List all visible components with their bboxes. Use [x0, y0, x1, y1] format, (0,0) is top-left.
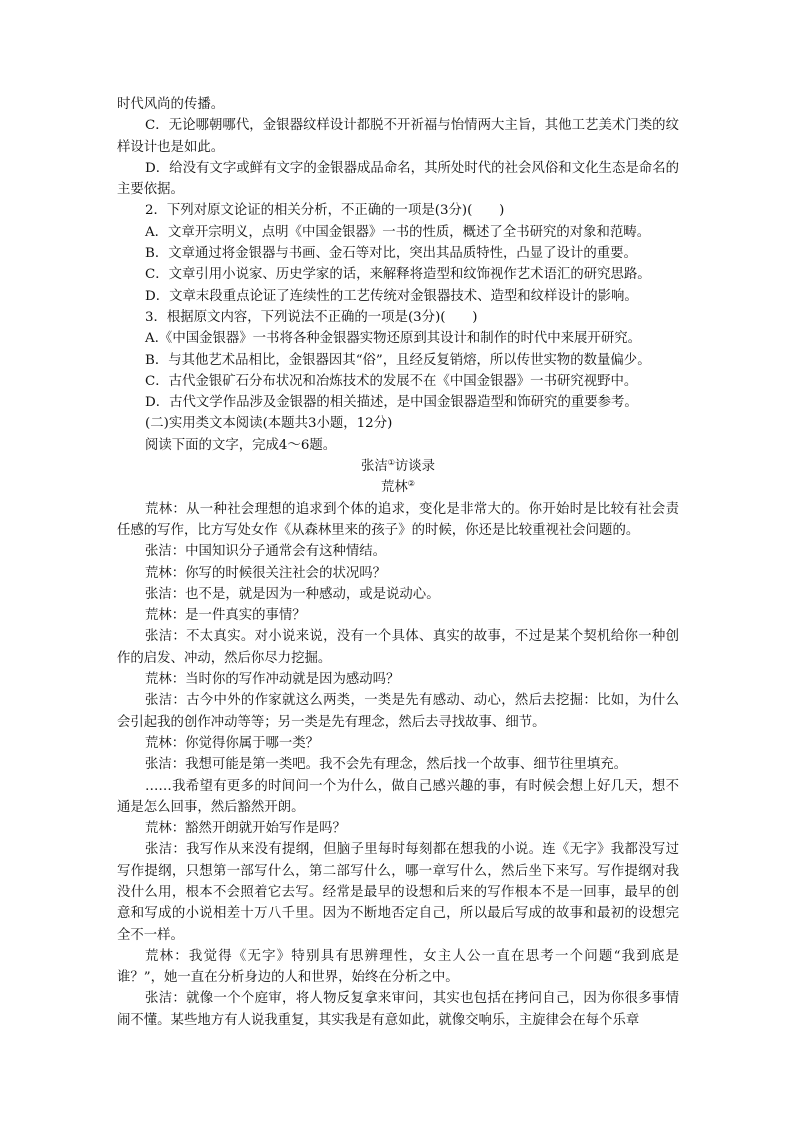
- dialogue-line: 张洁：中国知识分子通常会有这种情结。: [145, 544, 387, 560]
- dialogue-line: 荒林：从一种社会理想的追求到个体的追求，变化是非常大的。你开始时是比较有社会责任感的写作，比方写处女作《从森林里来的孩子》的时候，你还是比较重视社会问题的。: [117, 501, 679, 538]
- dialogue-line: 张洁：不太真实。对小说来说，没有一个具体、真实的故事，不过是某个契机给你一种创作的启发、冲动，然后你尽力挖掘。: [117, 629, 679, 666]
- dialogue-line: 荒林：豁然开朗就开始写作是吗？: [145, 821, 346, 837]
- article-author: [117, 477, 679, 498]
- option-c: C．无论哪朝哪代，金银器纹样设计都脱不开祈福与怡情两大主旨，其他工艺美术门类的纹样设计也是如此。: [117, 118, 679, 155]
- dialogue-line: 张洁：也不是，就是因为一种感动，或是说动心。: [145, 586, 440, 602]
- q2-option-b: B．文章通过将金银器与书画、金石等对比，突出其品质特性，凸显了设计的重要。: [145, 246, 637, 262]
- dialogue-line: 张洁：我想可能是第一类吧。我不会先有理念，然后找一个故事、细节往里填充。: [145, 757, 628, 773]
- q2-option-d: D．文章末段重点论证了连续性的工艺传统对金银器技术、造型和纹样设计的影响。: [145, 288, 638, 304]
- dialogue-line: 荒林：当时你的写作冲动就是因为感动吗？: [145, 672, 400, 688]
- dialogue-line: 荒林：我觉得《无字》特别具有思辨理性，女主人公一直在思考一个问题“我到底是谁？”，她一直在分析身边的人和世界，始终在分析之中。: [117, 948, 679, 986]
- option-d: D．给没有文字或鲜有文字的金银器成品命名，其所处时代的社会风俗和文化生态是命名的主要依据。: [117, 160, 679, 198]
- document-page: [117, 94, 679, 1031]
- q2-option-a: A．文章开宗明义，点明《中国金银器》一书的性质，概述了全书研究的对象和范畴。: [145, 224, 651, 240]
- dialogue-line: 荒林：你觉得你属于哪一类？: [145, 735, 320, 751]
- author-name: 荒林: [381, 480, 408, 496]
- article-title: [117, 456, 679, 477]
- dialogue-line: 张洁：就像一个个庭审，将人物反复拿来审问，其实也包括在拷问自己，因为你很多事情闹不懂。某些地方有人说我重复，其实我是有意如此，就像交响乐，主旋律会在每个乐章: [117, 991, 679, 1028]
- section-heading: (二)实用类文本阅读(本题共3小题，12分): [145, 416, 393, 432]
- q3-option-b: B．与其他艺术品相比，金银器因其“俗”，且经反复销熔，所以传世实物的数量偏少。: [145, 352, 651, 368]
- q3-option-c: C．古代金银矿石分布状况和冶炼技术的发展不在《中国金银器》一书研究视野中。: [145, 373, 638, 389]
- dialogue-line: 张洁：古今中外的作家就这么两类，一类是先有感动、动心，然后去挖掘：比如，为什么会引起我的创作冲动等等；另一类是先有理念，然后去寻找故事、细节。: [117, 693, 679, 730]
- reading-instruction: 阅读下面的文字，完成4～6题。: [145, 437, 337, 453]
- paragraph-continuation: 时代风尚的传播。: [117, 97, 225, 112]
- footnote-marker-2: ②: [407, 479, 415, 489]
- title-name: 张洁: [360, 459, 388, 475]
- q3-option-d: D．古代文学作品涉及金银器的相关描述，是中国金银器造型和饰研究的重要参考。: [145, 395, 638, 411]
- q3-option-a: A.《中国金银器》一书将各种金银器实物还原到其设计和制作的时代中来展开研究。: [145, 331, 641, 347]
- dialogue-line: 荒林：是一件真实的事情？: [145, 608, 306, 624]
- title-suffix: 访谈录: [394, 459, 436, 475]
- q2-option-c: C．文章引用小说家、历史学家的话，来解释将造型和纹饰视作艺术语汇的研究思路。: [145, 267, 651, 283]
- dialogue-line: 张洁：我写作从来没有提纲，但脑子里每时每刻都在想我的小说。连《无字》我都没写过写作提纲，只想第一部写什么，第二部写什么，哪一章写什么，然后坐下来写。写作提纲对我没什么用，根本不会照着它去写。经常是最早的设想和后来的写作根本不是一回事，最早的创意和写成的小说相差十万八千里。因为不断地否定自己，所以最后写成的故事和最初的设想完全不一样。: [117, 842, 679, 943]
- dialogue-line: 荒林：你写的时候很关注社会的状况吗？: [145, 565, 387, 581]
- dialogue-line: ……我希望有更多的时间问一个为什么，做自己感兴趣的事，有时候会想上好几天，想不通是怎么回事，然后豁然开朗。: [117, 778, 679, 815]
- footnote-marker-1: ①: [387, 458, 395, 468]
- question-2: 2．下列对原文论证的相关分析，不正确的一项是(3分)( ): [145, 203, 505, 219]
- question-3: 3．根据原文内容，下列说法不正确的一项是(3分)( ): [145, 309, 478, 325]
